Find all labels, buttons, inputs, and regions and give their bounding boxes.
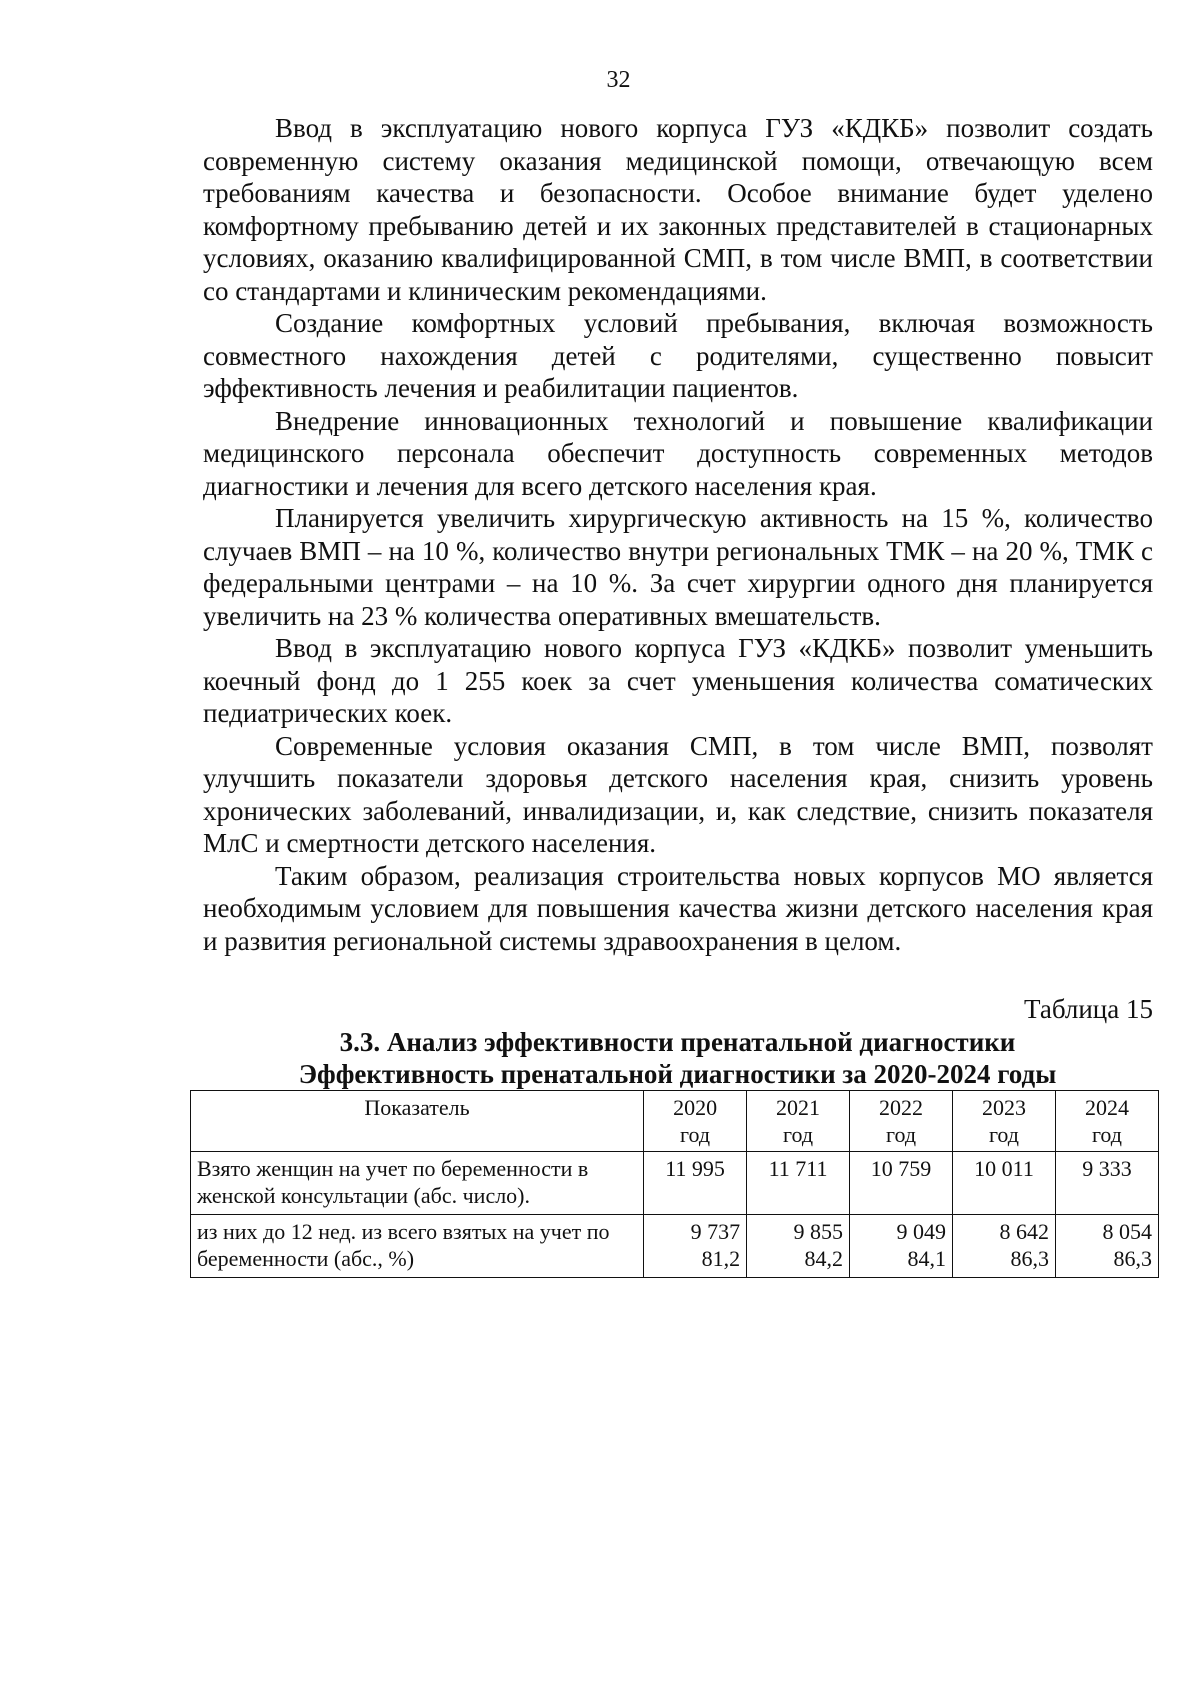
header-year-unit: год xyxy=(885,1122,917,1147)
table-cell: 10 011 xyxy=(953,1152,1056,1215)
table-title: Эффективность пренатальной диагностики за 2020-2024 годы xyxy=(298,1059,1057,1089)
header-year xyxy=(850,1091,953,1152)
cell-abs: 9 737 xyxy=(690,1219,741,1244)
table-header-row xyxy=(191,1091,1159,1152)
table-cell xyxy=(850,1215,953,1278)
header-year-value: 2021 xyxy=(776,1095,821,1120)
cell-pct: 84,1 xyxy=(907,1246,946,1271)
cell-abs: 9 855 xyxy=(793,1219,844,1244)
table-cell xyxy=(747,1215,850,1278)
header-year-value: 2024 xyxy=(1084,1095,1129,1120)
header-year xyxy=(644,1091,747,1152)
cell-abs: 8 054 xyxy=(1102,1219,1152,1244)
paragraph: Ввод в эксплуатацию нового корпуса ГУЗ «КДКБ» позволит создать современную систему оказания медицинской помощи, отвечающую всем требованиям качества и безопасности. Особое внимание будет уделено комфортному пребыванию детей и их законных представителей в стационарных условиях, оказанию квалифицированной СМП, в том числе ВМП, в соответствии со стандартами и клиническим рекомендациями. xyxy=(203,113,1153,306)
header-year-unit: год xyxy=(988,1122,1019,1147)
table-heading xyxy=(190,1026,1165,1090)
header-year-unit: год xyxy=(1091,1122,1122,1147)
cell-abs: 8 642 xyxy=(999,1219,1049,1244)
cell-pct: 86,3 xyxy=(1010,1246,1049,1271)
table-caption: Таблица 15 xyxy=(1024,994,1153,1024)
body-text xyxy=(203,112,1153,957)
table-row xyxy=(191,1152,1159,1215)
page-number: 32 xyxy=(606,67,631,93)
cell-pct: 86,3 xyxy=(1113,1246,1152,1271)
table-row xyxy=(191,1215,1159,1278)
header-year-value: 2022 xyxy=(879,1095,924,1120)
table-cell xyxy=(644,1215,747,1278)
header-year-unit: год xyxy=(783,1122,814,1147)
cell-pct: 81,2 xyxy=(701,1246,741,1271)
header-year-value: 2023 xyxy=(981,1095,1026,1120)
paragraph: Внедрение инновационных технологий и повышение квалификации медицинского персонала обеспечит доступность современных методов диагностики и лечения для всего детского населения края. xyxy=(203,405,1153,501)
header-year xyxy=(747,1091,850,1152)
cell-pct: 84,2 xyxy=(804,1246,844,1271)
header-year xyxy=(953,1091,1056,1152)
header-year-value: 2020 xyxy=(673,1095,718,1120)
prenatal-diagnostics-table xyxy=(190,1090,1159,1278)
header-year xyxy=(1055,1091,1158,1152)
paragraph: Современные условия оказания СМП, в том числе ВМП, позволят улучшить показатели здоровья детского населения края, снизить уровень хронических заболеваний, инвалидизации, и, как следствие, снизить показателя МлС и смертности детского населения. xyxy=(203,730,1153,858)
row-label: Взято женщин на учет по беременности в женской консультации (абс. число). xyxy=(191,1152,644,1215)
paragraph: Создание комфортных условий пребывания, включая возможность совместного нахождения детей с родителями, существенно повысит эффективность лечения и реабилитации пациентов. xyxy=(203,308,1153,403)
header-year-unit: год xyxy=(680,1122,711,1147)
paragraph: Таким образом, реализация строительства новых корпусов МО является необходимым условием для повышения качества жизни детского населения края и развития региональной системы здравоохранения в целом. xyxy=(203,860,1153,956)
table-cell: 10 759 xyxy=(850,1152,953,1215)
table-cell: 9 333 xyxy=(1055,1152,1158,1215)
table-cell: 11 711 xyxy=(747,1152,850,1215)
paragraph: Ввод в эксплуатацию нового корпуса ГУЗ «КДКБ» позволит уменьшить коечный фонд до 1 255 коек за счет уменьшения количества соматических педиатрических коек. xyxy=(203,633,1153,728)
table-cell: 11 995 xyxy=(644,1152,747,1215)
cell-abs: 9 049 xyxy=(896,1219,946,1244)
table-cell xyxy=(1055,1215,1158,1278)
header-indicator: Показатель xyxy=(191,1091,644,1152)
paragraph: Планируется увеличить хирургическую активность на 15 %, количество случаев ВМП – на 10 %, количество внутри региональных ТМК – на 20 %, ТМК с федеральными центрами – на 10 %. За счет хирургии одного дня планируется увеличить на 23 % количества оперативных вмешательств. xyxy=(203,503,1153,631)
table-cell xyxy=(953,1215,1056,1278)
row-label: из них до 12 нед. из всего взятых на учет по беременности (абс., %) xyxy=(191,1215,644,1278)
section-title: 3.3. Анализ эффективности пренатальной диагностики xyxy=(339,1027,1016,1057)
